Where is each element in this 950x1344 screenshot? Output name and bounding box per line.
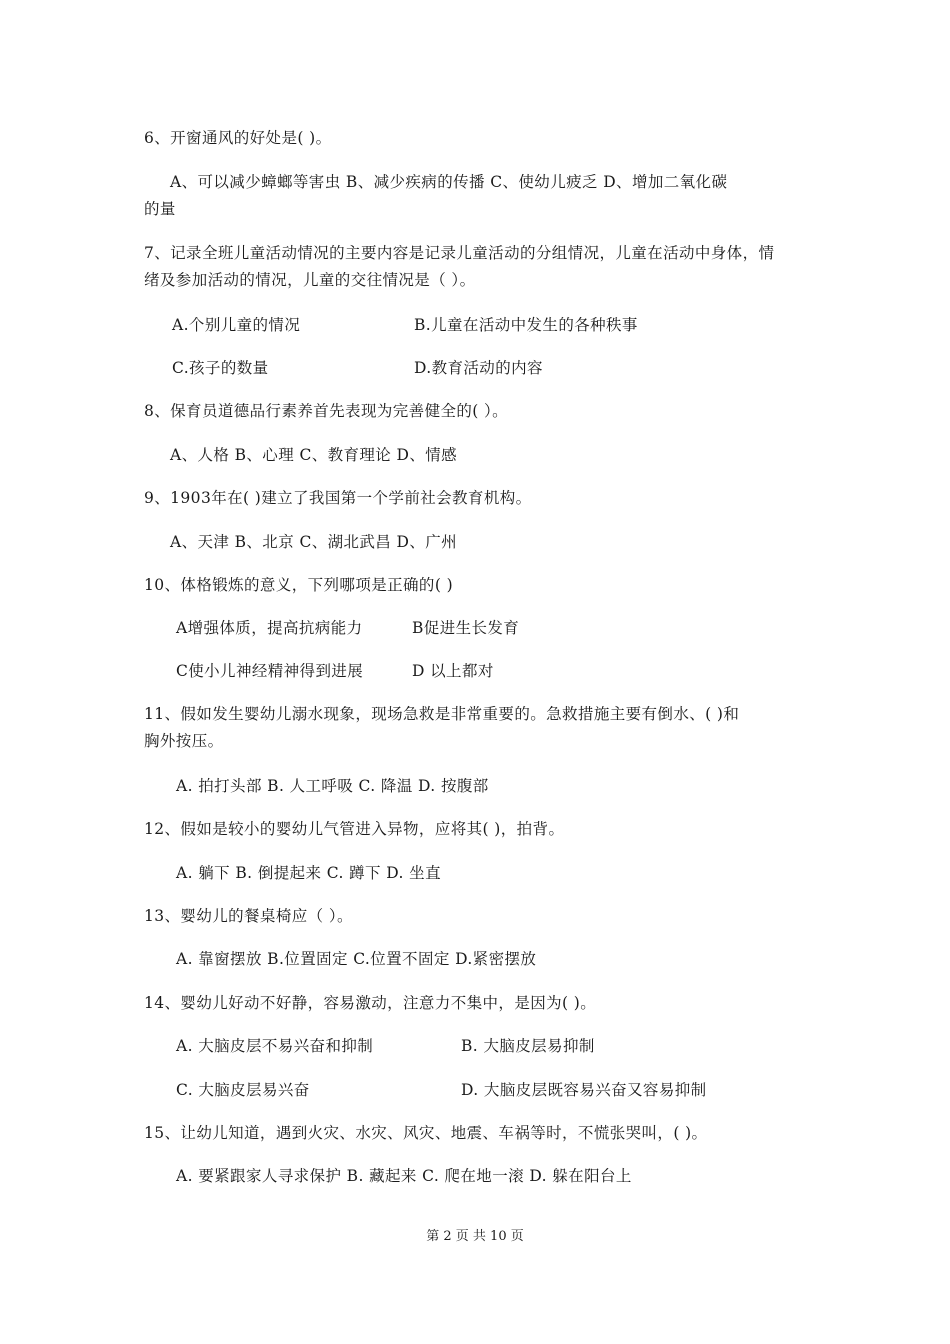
question-7-stem-line-1: 7、记录全班儿童活动情况的主要内容是记录儿童活动的分组情况，儿童在活动中身体，情 xyxy=(144,244,775,262)
question-14-option-c: C. 大脑皮层易兴奋 xyxy=(176,1081,310,1099)
question-7-option-d: D.教育活动的内容 xyxy=(414,359,543,377)
question-13-options: A. 靠窗摆放 B.位置固定 C.位置不固定 D.紧密摆放 xyxy=(176,950,537,968)
question-10-option-c: C使小儿神经精神得到进展 xyxy=(176,662,364,680)
question-14-stem: 14、婴幼儿好动不好静，容易激动，注意力不集中，是因为( )。 xyxy=(144,994,597,1012)
question-7-option-a: A.个别儿童的情况 xyxy=(172,316,301,334)
question-8-stem: 8、保育员道德品行素养首先表现为完善健全的( ）。 xyxy=(144,402,509,420)
question-12-options: A. 躺下 B. 倒提起来 C. 蹲下 D. 坐直 xyxy=(176,864,441,882)
question-10-stem: 10、体格锻炼的意义，下列哪项是正确的( ) xyxy=(144,576,454,594)
question-15-stem: 15、让幼儿知道，遇到火灾、水灾、风灾、地震、车祸等时，不慌张哭叫，( )。 xyxy=(144,1124,708,1142)
question-10-option-a: A增强体质，提高抗病能力 xyxy=(176,619,363,637)
question-7-stem-line-2: 绪及参加活动的情况，儿童的交往情况是（ ）。 xyxy=(144,271,476,289)
page-number-footer: 第 2 页 共 10 页 xyxy=(426,1229,524,1244)
question-14-option-b: B. 大脑皮层易抑制 xyxy=(461,1037,595,1055)
question-14-option-d: D. 大脑皮层既容易兴奋又容易抑制 xyxy=(461,1081,707,1099)
question-7-option-b: B.儿童在活动中发生的各种秩事 xyxy=(414,316,638,334)
question-11-stem-line-1: 11、假如发生婴幼儿溺水现象，现场急救是非常重要的。急救措施主要有倒水、( )和 xyxy=(144,705,740,723)
question-15-options: A. 要紧跟家人寻求保护 B. 藏起来 C. 爬在地一滚 D. 躲在阳台上 xyxy=(176,1167,632,1185)
question-8-options: A、人格 B、心理 C、教育理论 D、情感 xyxy=(170,446,458,464)
question-10-option-b: B促进生长发育 xyxy=(412,619,520,637)
question-9-stem: 9、1903年在( )建立了我国第一个学前社会教育机构。 xyxy=(144,489,532,507)
question-13-stem: 13、婴幼儿的餐桌椅应（ ）。 xyxy=(144,907,353,925)
question-6-options: A、可以减少蟑螂等害虫 B、减少疾病的传播 C、使幼儿疲乏 D、增加二氧化碳 xyxy=(170,173,728,191)
question-9-options: A、天津 B、北京 C、湖北武昌 D、广州 xyxy=(170,533,458,551)
question-14-option-a: A. 大脑皮层不易兴奋和抑制 xyxy=(176,1037,374,1055)
question-10-option-d: D 以上都对 xyxy=(412,662,494,680)
question-11-options: A. 拍打头部 B. 人工呼吸 C. 降温 D. 按腹部 xyxy=(176,777,489,795)
question-11-stem-line-2: 胸外按压。 xyxy=(144,732,224,750)
question-12-stem: 12、假如是较小的婴幼儿气管进入异物，应将其( )，拍背。 xyxy=(144,820,565,838)
question-6-stem: 6、开窗通风的好处是( )。 xyxy=(144,129,332,147)
question-6-options-wrap: 的量 xyxy=(144,200,176,218)
question-7-option-c: C.孩子的数量 xyxy=(172,359,269,377)
